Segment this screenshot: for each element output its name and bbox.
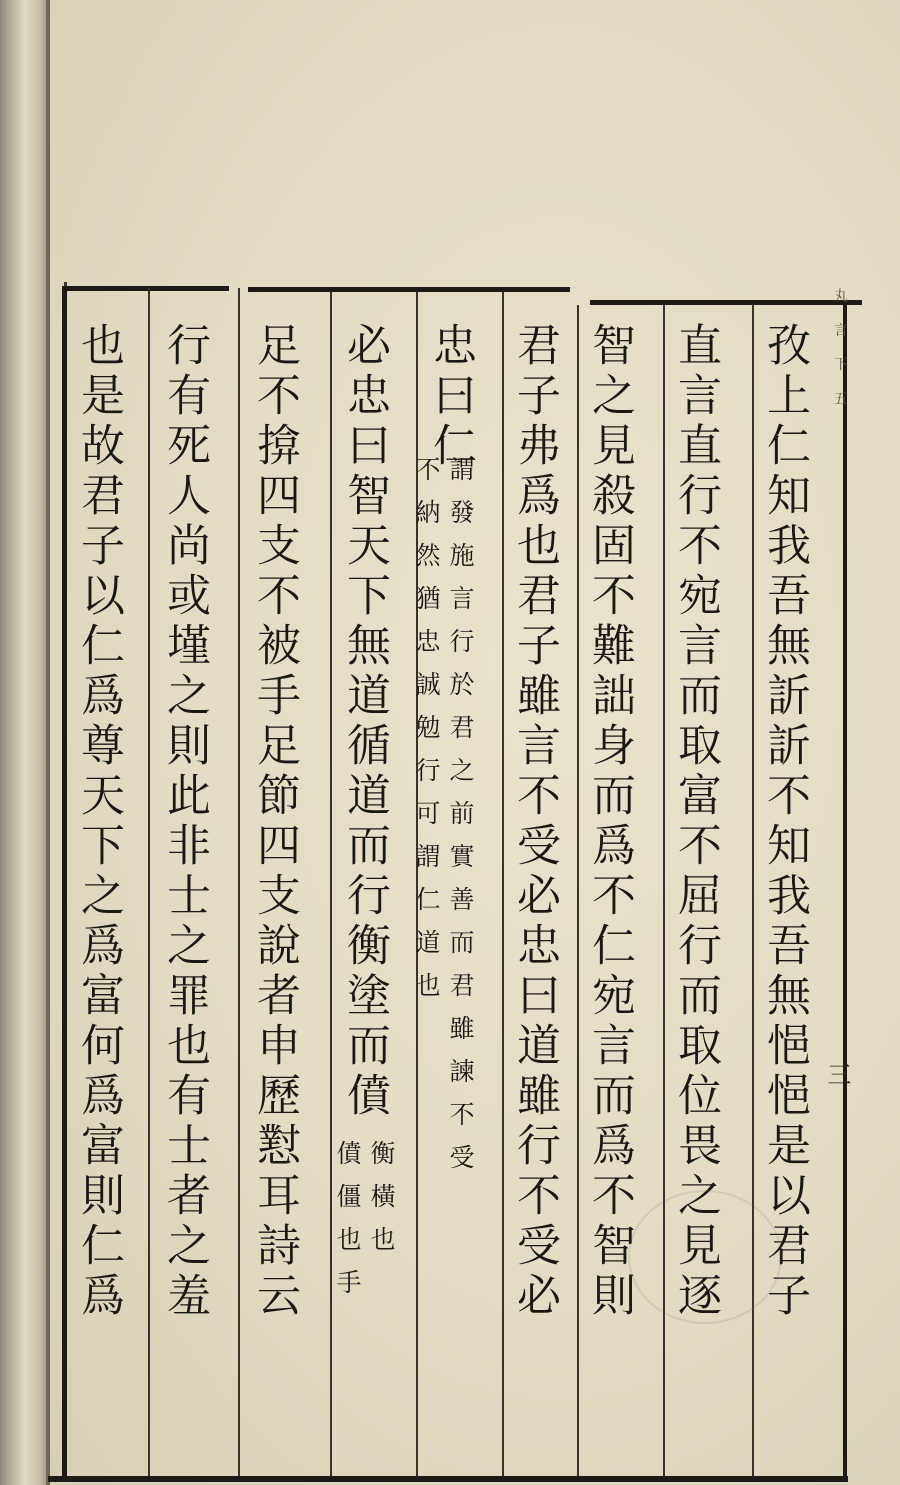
frame-right-rule xyxy=(843,301,847,1476)
text-column-6: 必忠曰智天下無道循道而行衡塗而僨 xyxy=(339,322,390,1122)
text-column-1: 孜上仁知我吾無訢訢不知我吾無悒悒是以君子 xyxy=(759,322,810,1322)
column-rule xyxy=(148,288,150,1476)
margin-title: 丸 言 下 五 xyxy=(832,288,848,414)
frame-left-rule xyxy=(62,286,67,1476)
column-rule xyxy=(577,305,579,1476)
frame-top-rule-right xyxy=(590,300,862,305)
column-rule xyxy=(502,292,504,1476)
text-column-7: 足不揜四支不被手足節四支說者申歷懟耳詩云 xyxy=(249,322,300,1322)
commentary-line: 僨僵也手 xyxy=(333,1140,362,1312)
folio-number: 三 xyxy=(823,1062,851,1086)
text-column-2: 直言直行不宛言而取富不屈行而取位畏之見逐 xyxy=(670,322,721,1322)
faded-seal-stamp xyxy=(628,1190,782,1324)
frame-top-rule-middle xyxy=(248,287,570,292)
text-column-4: 君子弗爲也君子雖言不受必忠曰道雖行不受必 xyxy=(509,322,560,1322)
text-column-9: 也是故君子以仁爲尊天下之爲富何爲富則仁爲 xyxy=(73,322,124,1322)
text-column-3: 智之見殺固不難詘身而爲不仁宛言而爲不智則 xyxy=(584,322,635,1322)
commentary-block-1 xyxy=(412,456,474,1187)
commentary-line: 謂發施言行於君之前實善而君雖諫不受 xyxy=(446,456,475,1187)
commentary-line: 衡橫也 xyxy=(367,1140,396,1269)
frame-bottom-rule xyxy=(48,1476,848,1482)
text-column-5: 忠曰仁 xyxy=(425,322,476,472)
commentary-block-2 xyxy=(333,1140,395,1312)
column-rule xyxy=(330,292,332,1476)
text-column-8: 行有死人尚或墐之則此非士之罪也有士者之羞 xyxy=(159,322,210,1322)
book-binding xyxy=(0,0,46,1485)
frame-top-rule-left xyxy=(64,286,229,291)
column-rule xyxy=(238,288,240,1476)
commentary-line: 不納然猶忠誠勉行可謂仁道也 xyxy=(412,456,441,1015)
